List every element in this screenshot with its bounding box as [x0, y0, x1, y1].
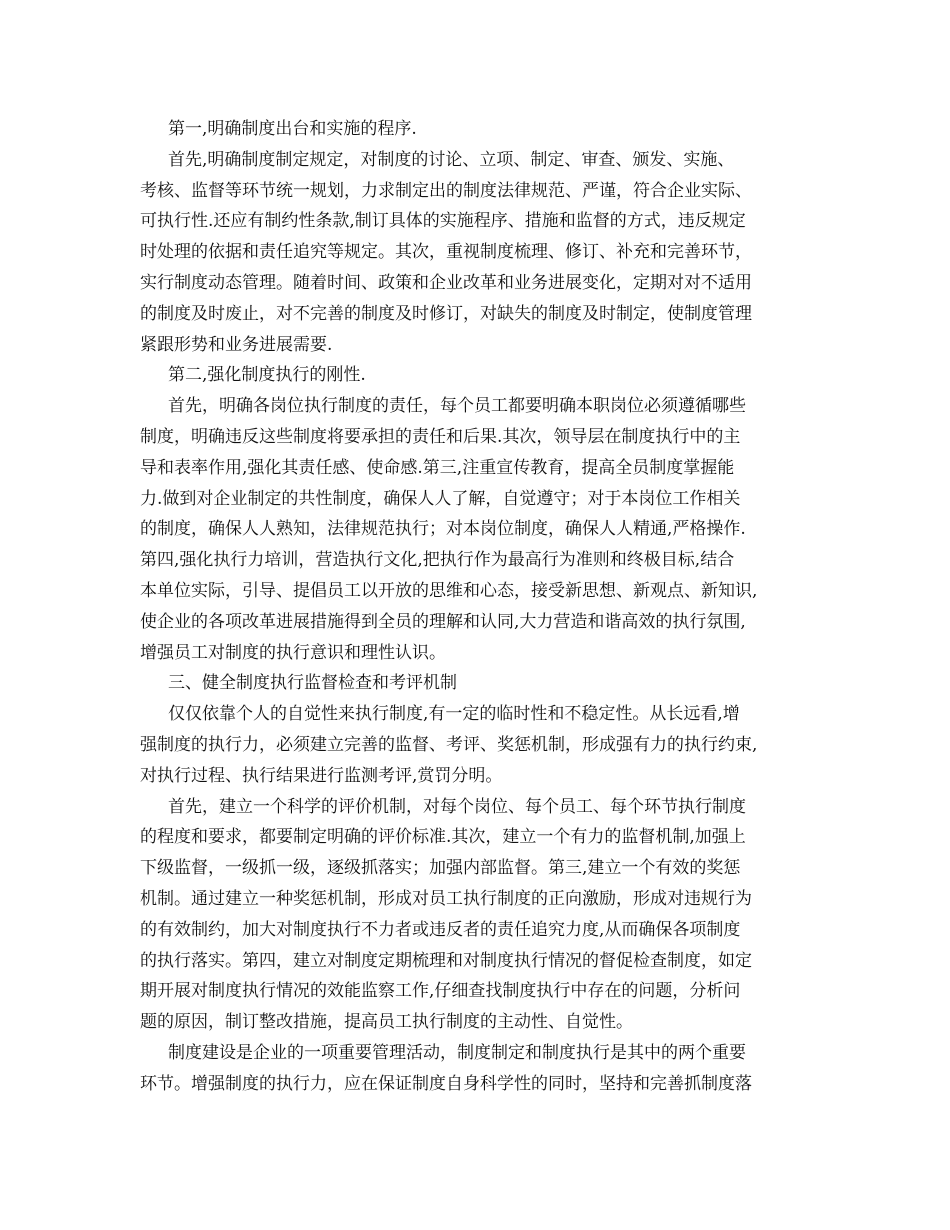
- text-line: 本单位实际，引导、提倡员工以开放的思维和心态，接受新思想、新观点、新知识,: [140, 580, 758, 601]
- text-line: 增强员工对制度的执行意识和理性认识。: [140, 642, 446, 663]
- section-heading: 三、健全制度执行监督检查和考评机制: [168, 673, 457, 694]
- text-line: 首先，明确各岗位执行制度的责任，每个员工都要明确本职岗位必须遵循哪些: [168, 396, 746, 417]
- text-line: 机制。通过建立一种奖惩机制，形成对员工执行制度的正向激励，形成对违规行为: [140, 888, 752, 909]
- text-line: 环节。增强制度的执行力，应在保证制度自身科学性的同时，坚持和完善抓制度落: [140, 1073, 752, 1094]
- text-line: 强制度的执行力，必须建立完善的监督、考评、奖惩机制，形成强有力的执行约束,: [140, 734, 758, 755]
- text-line: 的执行落实。第四，建立对制度定期梳理和对制度执行情况的督促检查制度，如定: [140, 950, 752, 971]
- text-line: 对执行过程、执行结果进行监测考评,赏罚分明。: [140, 765, 503, 786]
- text-line: 时处理的依据和责任追究等规定。其次，重视制度梳理、修订、补充和完善环节，: [140, 242, 752, 263]
- text-line: 考核、监督等环节统一规划，力求制定出的制度法律规范、严谨，符合企业实际、: [140, 180, 752, 201]
- text-line: 的有效制约，加大对制度执行不力者或违反者的责任追究力度,从而确保各项制度: [140, 919, 741, 940]
- text-line: 首先,明确制度制定规定，对制度的讨论、立项、制定、审查、颁发、实施、: [168, 149, 735, 170]
- heading-line: 第二,强化制度执行的刚性.: [168, 365, 366, 386]
- text-line: 使企业的各项改革进展措施得到全员的理解和认同,大力营造和谐高效的执行氛围,: [140, 611, 746, 632]
- text-line: 导和表率作用,强化其责任感、使命感.第三,注重宣传教育，提高全员制度掌握能: [140, 457, 735, 478]
- heading-line: 第一,明确制度出台和实施的程序.: [168, 119, 417, 139]
- text-line: 实行制度动态管理。随着时间、政策和企业改革和业务进展变化，定期对对不适用: [140, 272, 752, 293]
- text-line: 制度建设是企业的一项重要管理活动，制度制定和制度执行是其中的两个重要: [168, 1042, 746, 1063]
- text-line: 期开展对制度执行情况的效能监察工作,仔细查找制度执行中存在的问题，分析问: [140, 981, 741, 1002]
- text-line: 的制度，确保人人熟知，法律规范执行；对本岗位制度，确保人人精通,严格操作.: [140, 519, 746, 540]
- text-line: 题的原因，制订整改措施，提高员工执行制度的主动性、自觉性。: [140, 1012, 633, 1033]
- text-line: 力.做到对企业制定的共性制度，确保人人了解，自觉遵守；对于本岗位工作相关: [140, 488, 741, 509]
- text-line: 第四,强化执行力培训，营造执行文化,把执行作为最高行为准则和终极目标,结合: [140, 550, 735, 571]
- text-line: 紧跟形势和业务进展需要.: [140, 334, 333, 355]
- text-line: 的制度及时废止，对不完善的制度及时修订，对缺失的制度及时制定，使制度管理: [140, 303, 752, 324]
- text-line: 可执行性.还应有制约性条款,制订具体的实施程序、措施和监督的方式，违反规定: [140, 211, 746, 232]
- text-line: 制度，明确违反这些制度将要承担的责任和后果.其次，领导层在制度执行中的主: [140, 426, 741, 447]
- text-line: 的程度和要求，都要制定明确的评价标准.其次，建立一个有力的监督机制,加强上: [140, 827, 746, 848]
- text-line: 仅仅依靠个人的自觉性来执行制度,有一定的临时性和不稳定性。从长远看,增: [168, 704, 740, 725]
- text-line: 下级监督，一级抓一级，逐级抓落实；加强内部监督。第三,建立一个有效的奖惩: [140, 858, 741, 879]
- text-line: 首先，建立一个科学的评价机制，对每个岗位、每个员工、每个环节执行制度: [168, 796, 746, 817]
- document-body: [140, 114, 820, 1100]
